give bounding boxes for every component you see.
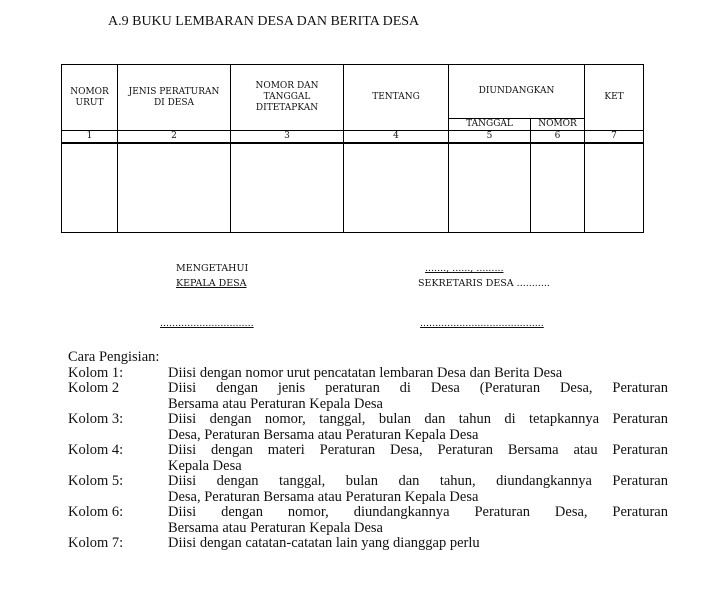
instruction-line: Diisi dengan catatan-catatan lain yang dianggap perlu (168, 535, 480, 551)
instruction-text (168, 474, 668, 505)
signature-sekretaris-desa: SEKRETARIS DESA ........... (418, 278, 550, 289)
subheader-tanggal: TANGGAL (449, 118, 531, 130)
signature-mengetahui: MENGETAHUI (176, 263, 249, 274)
instruction-line: Diisi dengan materi Peraturan Desa, Peraturan Bersama atau Peraturan (168, 442, 668, 458)
subheader-nomor: NOMOR (531, 118, 585, 130)
header-tentang: TENTANG (344, 65, 449, 131)
signature-blank-right: ......................................... (420, 318, 544, 329)
instruction-item (68, 536, 668, 552)
instruction-label: Kolom 7: (68, 535, 124, 551)
instruction-item (68, 505, 668, 536)
header-diundangkan: DIUNDANGKAN (449, 65, 585, 119)
column-number: 7 (585, 131, 644, 144)
table-cell (531, 143, 585, 232)
instruction-label: Kolom 5: (68, 473, 124, 489)
column-number: 1 (62, 131, 118, 144)
instruction-label: Kolom 3: (68, 411, 124, 427)
table-cell (62, 143, 118, 232)
instruction-text (168, 381, 668, 412)
instruction-label: Kolom 1: (68, 364, 124, 381)
instruction-item (68, 412, 668, 443)
signature-date: ......., ......, ......... (425, 263, 504, 274)
filling-instructions (68, 350, 668, 552)
column-number: 2 (118, 131, 231, 144)
table-cell (231, 143, 344, 232)
instruction-item (68, 381, 668, 412)
instruction-text (168, 412, 668, 443)
header-nomor-tanggal: NOMOR DAN TANGGAL DITETAPKAN (231, 65, 344, 131)
instruction-line: Diisi dengan nomor, tanggal, bulan dan tahun di tetapkannya Peraturan (168, 411, 668, 427)
table-cell (585, 143, 644, 232)
page-title: A.9 BUKU LEMBARAN DESA DAN BERITA DESA (108, 14, 420, 29)
signature-kepala-desa: KEPALA DESA (176, 278, 247, 289)
instruction-line: Desa, Peraturan Bersama atau Peraturan Kepala Desa (168, 488, 479, 505)
instruction-text (168, 536, 668, 552)
signature-blank-left: ............................... (160, 318, 254, 329)
instruction-text (168, 505, 668, 536)
column-number: 6 (531, 131, 585, 144)
instruction-item (68, 443, 668, 474)
table-cell (449, 143, 531, 232)
instruction-line: Bersama atau Peraturan Kepala Desa (168, 519, 383, 536)
instruction-line: Diisi dengan jenis peraturan di Desa (Peraturan Desa, Peraturan (168, 380, 668, 396)
instruction-item (68, 366, 668, 382)
instruction-label: Kolom 6: (68, 504, 124, 520)
instruction-line: Diisi dengan nomor, diundangkannya Peraturan Desa, Peraturan (168, 504, 668, 520)
instruction-line: Kepala Desa (168, 457, 242, 474)
instruction-line: Bersama atau Peraturan Kepala Desa (168, 395, 383, 412)
header-ket: KET (585, 65, 644, 131)
instruction-item (68, 474, 668, 505)
instruction-label: Kolom 2 (68, 380, 120, 396)
instruction-line: Diisi dengan tanggal, bulan dan tahun, diundangkannya Peraturan (168, 473, 668, 489)
register-table (61, 64, 644, 233)
instructions-heading: Cara Pengisian: (68, 349, 160, 365)
instruction-line: Diisi dengan nomor urut pencatatan lembaran Desa dan Berita Desa (168, 364, 563, 381)
table-cell (344, 143, 449, 232)
column-number: 4 (344, 131, 449, 144)
table-cell (118, 143, 231, 232)
instruction-text (168, 443, 668, 474)
instruction-label: Kolom 4: (68, 442, 124, 458)
instruction-line: Desa, Peraturan Bersama atau Peraturan Kepala Desa (168, 426, 479, 443)
instruction-text (168, 366, 668, 382)
header-nomor-urut: NOMOR URUT (62, 65, 118, 131)
column-number: 3 (231, 131, 344, 144)
column-number: 5 (449, 131, 531, 144)
header-jenis-peraturan: JENIS PERATURAN DI DESA (118, 65, 231, 131)
